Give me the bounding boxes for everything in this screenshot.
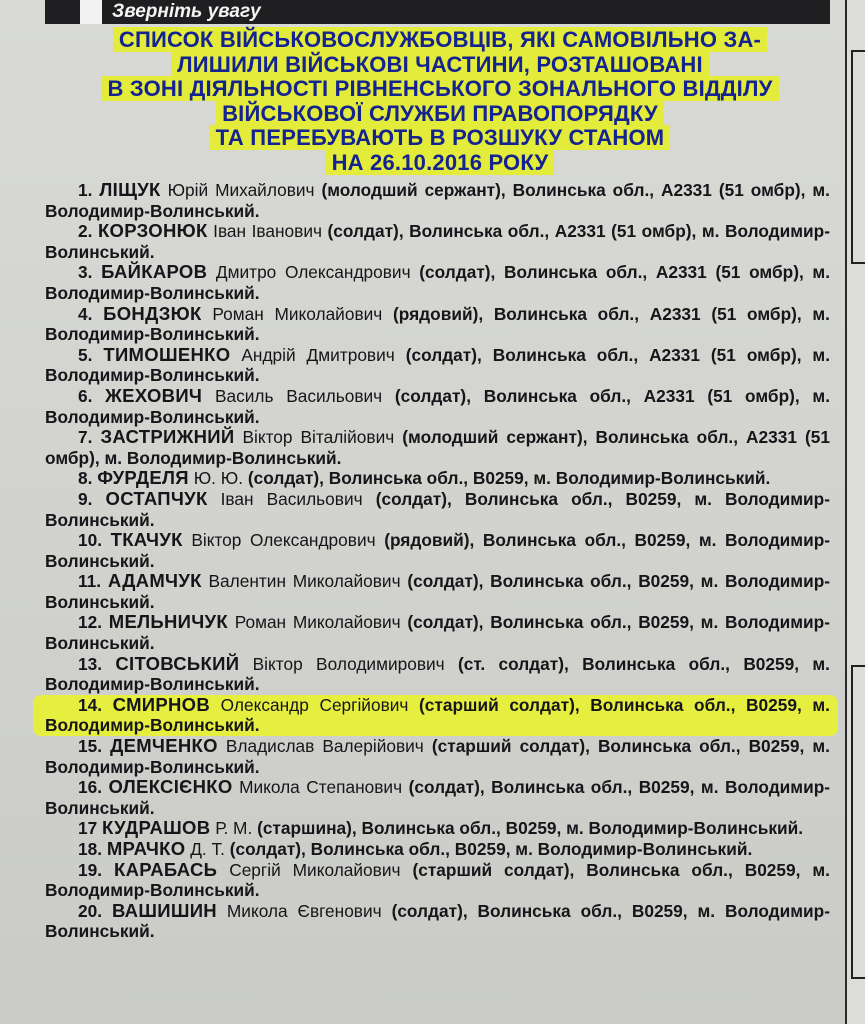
title-line-2: ЛИШИЛИ ВІЙСЬКОВІ ЧАСТИНИ, РОЗТАШОВАНІ	[171, 52, 709, 77]
entry-surname: ЖЕХОВИЧ	[105, 384, 203, 406]
entry-details: (солдат), Волинська обл., А2331 (51 омбр), м. Володимир-Волинський.	[45, 221, 830, 262]
list-item	[45, 221, 830, 262]
entry-surname: ВАШИШИН	[111, 899, 217, 921]
entry-surname: АДАМЧУК	[107, 570, 202, 592]
entry-number: 11.	[78, 571, 102, 592]
entry-details: (ст. солдат), Волинська обл., В0259, м. Володимир-Волинський.	[45, 653, 830, 695]
title-line-3: В ЗОНІ ДІЯЛЬНОСТІ РІВНЕНСЬКОГО ЗОНАЛЬНОГО ВІДДІЛУ	[101, 76, 778, 101]
entry-surname: КОРЗОНЮК	[97, 220, 208, 242]
title-line-1: СПИСОК ВІЙСЬКОВОСЛУЖБОВЦІВ, ЯКІ САМОВІЛЬНО ЗА-	[113, 27, 767, 52]
entry-surname: ЛІЩУК	[99, 179, 161, 200]
list-item	[45, 571, 830, 612]
entry-given-names: Віктор Олександрович	[191, 530, 376, 551]
entry-number: 6.	[78, 385, 93, 406]
entry-given-names: Р. М.	[215, 818, 253, 839]
entry-given-names: Сергій Миколайович	[229, 859, 401, 880]
adjacent-column-box	[851, 665, 865, 979]
list-item	[45, 427, 830, 468]
list-item	[45, 736, 830, 777]
list-item	[45, 901, 830, 942]
entry-details: (старший солдат), Волинська обл., В0259, м. Володимир-Волинський.	[45, 694, 830, 736]
entry-number: 4.	[78, 303, 93, 324]
section-header-label: Зверніть увагу	[112, 1, 261, 22]
list-item	[45, 818, 830, 839]
entry-surname: БОНДЗЮК	[103, 302, 202, 324]
entry-given-names: Ю. Ю.	[193, 468, 244, 489]
entry-surname: ТКАЧУК	[110, 529, 183, 551]
entry-number: 17	[78, 818, 98, 839]
entry-number: 19.	[78, 859, 103, 880]
list-item	[45, 489, 830, 530]
entry-details: (солдат), Волинська обл., В0259, м. Володимир-Волинський.	[45, 900, 830, 942]
list-item	[45, 345, 830, 386]
list-item	[45, 262, 830, 303]
entry-number: 3.	[78, 262, 93, 283]
entry-surname: ДЕМЧЕНКО	[110, 735, 218, 757]
entry-number: 18.	[78, 839, 103, 859]
title-line-6: НА 26.10.2016 РОКУ	[326, 150, 555, 175]
entry-given-names: Микола Євгенович	[226, 900, 382, 921]
entry-number: 12.	[78, 612, 103, 633]
list-item	[45, 839, 830, 860]
entry-number: 9.	[78, 488, 93, 509]
entry-details: (солдат), Волинська обл., А2331 (51 омбр), м. Володимир-Волинський.	[45, 344, 831, 386]
header-square-marker	[80, 0, 102, 24]
entry-surname: ТИМОШЕНКО	[103, 343, 231, 365]
entry-given-names: Владислав Валерійович	[225, 736, 424, 757]
entry-surname: СМИРНОВ	[112, 693, 211, 715]
entry-details: (рядовий), Волинська обл., А2331 (51 омбр), м. Володимир-Волинський.	[45, 303, 830, 345]
list-item	[45, 777, 830, 818]
entry-surname: БАЙКАРОВ	[101, 261, 208, 283]
entry-given-names: Іван Іванович	[213, 221, 323, 242]
entry-number: 7.	[78, 427, 93, 448]
list-item	[45, 654, 830, 695]
list-item	[45, 180, 830, 221]
entry-details: (рядовий), Волинська обл., В0259, м. Володимир-Волинський.	[45, 530, 830, 571]
list-item	[45, 860, 830, 901]
entry-surname: МЕЛЬНИЧУК	[108, 611, 228, 633]
entry-surname: КАРАБАСЬ	[113, 858, 218, 880]
entry-surname: ЗАСТРИЖНИЙ	[100, 426, 235, 448]
entry-number: 14.	[78, 694, 103, 715]
entry-number: 15.	[78, 736, 103, 757]
entry-given-names: Роман Миколайович	[212, 303, 383, 324]
list-item	[45, 468, 830, 489]
entry-details: (молодший сержант), Волинська обл., А2331 (51 омбр), м. Володимир-Волинський.	[45, 180, 830, 221]
adjacent-column-box	[851, 50, 865, 264]
entry-details: (солдат), Волинська обл., А2331 (51 омбр), м. Володимир-Волинський.	[45, 262, 830, 303]
entry-surname: ОЛЕКСІЄНКО	[108, 776, 233, 798]
list-item	[33, 695, 838, 736]
adjacent-column-edge	[845, 0, 865, 1024]
entry-details: (солдат), Волинська обл., В0259, м. Володимир-Волинський.	[229, 839, 753, 859]
entry-number: 20.	[78, 900, 103, 921]
entry-details: (солдат), Волинська обл., А2331 (51 омбр), м. Володимир-Волинський.	[45, 385, 830, 427]
entry-given-names: Юрій Михайлович	[167, 180, 315, 200]
entry-number: 10.	[78, 530, 103, 551]
entry-details: (молодший сержант), Волинська обл., А2331 (51 омбр), м. Володимир-Волинський.	[45, 427, 830, 468]
entry-given-names: Роман Миколайович	[234, 612, 401, 633]
entry-details: (солдат), Волинська обл., В0259, м. Володимир-Волинський.	[45, 571, 831, 612]
entry-details: (старший солдат), Волинська обл., В0259, м. Володимир-Волинський.	[45, 859, 830, 901]
list-item	[45, 612, 830, 653]
list-item	[45, 530, 830, 571]
entry-given-names: Д. Т.	[190, 839, 225, 859]
entry-number: 2.	[78, 221, 93, 242]
entry-given-names: Валентин Миколайович	[208, 571, 401, 592]
title-line-5: ТА ПЕРЕБУВАЮТЬ В РОЗШУКУ СТАНОМ	[210, 125, 671, 150]
entry-surname: КУДРАШОВ	[102, 817, 211, 839]
entry-surname: МРАЧКО	[106, 838, 186, 859]
entry-given-names: Іван Васильович	[220, 488, 363, 509]
entry-details: (старшина), Волинська обл., В0259, м. Володимир-Волинський.	[257, 818, 804, 839]
list-item	[45, 304, 830, 345]
entry-given-names: Віктор Віталійович	[242, 427, 395, 448]
entry-details: (старший солдат), Волинська обл., В0259, м. Володимир-Волинський.	[45, 736, 830, 777]
entry-details: (солдат), Волинська обл., В0259, м. Володимир-Волинський.	[247, 468, 771, 489]
entry-number: 13.	[78, 653, 103, 674]
entry-given-names: Віктор Володимирович	[252, 653, 445, 674]
entry-given-names: Микола Степанович	[239, 777, 403, 798]
entry-details: (солдат), Волинська обл., В0259, м. Володимир-Волинський.	[45, 777, 831, 818]
entry-details: (солдат), Волинська обл., В0259, м. Володимир-Волинський.	[45, 488, 830, 530]
entry-given-names: Василь Васильович	[214, 385, 383, 406]
entry-number: 5.	[78, 344, 93, 365]
entry-number: 8.	[78, 468, 93, 489]
wanted-list	[45, 180, 830, 942]
entry-details: (солдат), Волинська обл., В0259, м. Володимир-Волинський.	[45, 612, 830, 654]
list-item	[45, 386, 830, 427]
entry-number: 1.	[78, 180, 93, 200]
title-line-4: ВІЙСЬКОВОЇ СЛУЖБИ ПРАВОПОРЯДКУ	[216, 101, 664, 126]
entry-given-names: Олександр Сергійович	[220, 694, 409, 715]
entry-surname: ОСТАПЧУК	[105, 487, 208, 509]
article-title	[40, 28, 840, 175]
entry-given-names: Дмитро Олександрович	[215, 262, 411, 283]
entry-surname: ФУРДЕЛЯ	[97, 467, 189, 489]
entry-number: 16.	[78, 777, 103, 798]
entry-given-names: Андрій Дмитрович	[241, 344, 395, 365]
entry-surname: СІТОВСЬКИЙ	[115, 652, 240, 674]
